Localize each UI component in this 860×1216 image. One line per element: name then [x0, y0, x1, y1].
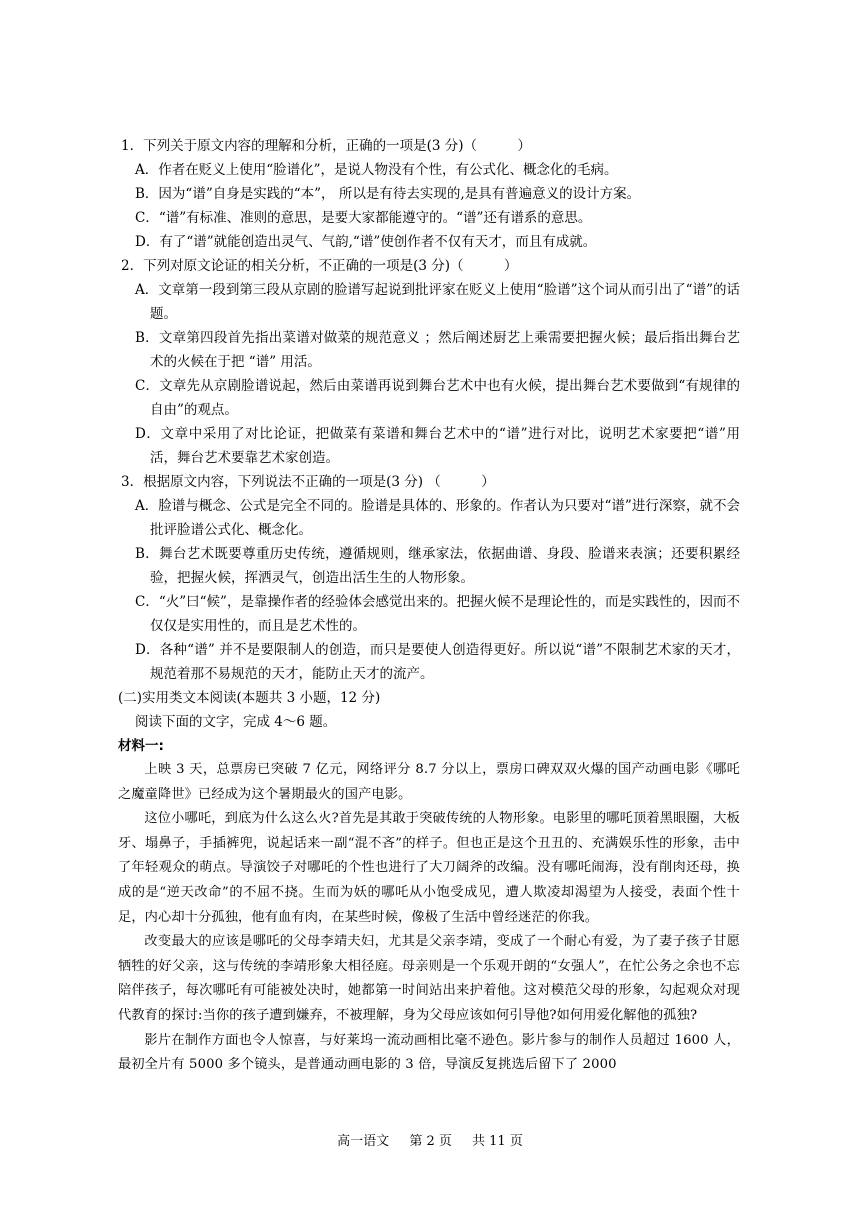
question-stem: 2．下列对原文论证的相关分析，不正确的一项是(3 分)（ ） [121, 258, 518, 274]
footer-total-pages: 共 11 页 [472, 1134, 523, 1149]
footer-subject: 高一语文 [337, 1134, 390, 1149]
option-a: A．文章第一段到第三段从京剧的脸谱写起说到批评家在贬义上使用“脸谱”这个词从而引出了“谱”的话题。 [135, 282, 740, 322]
option-a: A．作者在贬义上使用“脸谱化”，是说人物没有个性，有公式化、概念化的毛病。 [135, 162, 618, 178]
material-paragraph: 上映 3 天，总票房已突破 7 亿元，网络评分 8.7 分以上，票房口碑双双火爆的国产动画电影《哪吒之魔童降世》已经成为这个暑期最火的国产电影。 [118, 762, 740, 802]
option-c: C．“谱”有标准、准则的意思，是要大家都能遵守的。“谱”还有谱系的意思。 [135, 210, 592, 226]
section-instruction: 阅读下面的文字，完成 4～6 题。 [135, 714, 337, 730]
option-b: B．舞台艺术既要尊重历史传统，遵循规则，继承家法，依据曲谱、身段、脸谱来表演；还要积累经验，把握火候，挥洒灵气，创造出活生生的人物形象。 [135, 546, 740, 586]
question-1 [118, 134, 740, 254]
material-title: 材料一: [118, 738, 164, 754]
option-a: A．脸谱与概念、公式是完全不同的。脸谱是具体的、形象的。作者认为只要对“谱”进行深察，就不会批评脸谱公式化、概念化。 [135, 498, 740, 538]
option-b: B．因为“谱”自身是实践的“本”， 所以是有待去实现的,是具有普遍意义的设计方案。 [135, 186, 641, 202]
option-d: D．各种“谱” 并不是要限制人的创造，而只是要使人创造得更好。所以说“谱”不限制艺术家的天才，规范着那不易规范的天才，能防止天才的流产。 [135, 642, 740, 682]
option-d: D．文章中采用了对比论证，把做菜有菜谱和舞台艺术中的“谱”进行对比，说明艺术家要把“谱”用活，舞台艺术要靠艺术家创造。 [135, 426, 740, 466]
question-2 [118, 254, 740, 470]
page-footer [0, 1132, 860, 1152]
section-title: (二)实用类文本阅读(本题共 3 小题，12 分) [118, 690, 381, 706]
material-paragraph: 改变最大的应该是哪吒的父母李靖夫妇，尤其是父亲李靖，变成了一个耐心有爱，为了妻子孩子甘愿牺牲的好父亲，这与传统的李靖形象大相径庭。母亲则是一个乐观开朗的“女强人”，在忙公务之余也不忘陪伴孩子，每次哪吒有可能被处决时，她都第一时间站出来护着他。这对模范父母的形象，勾起观众对现代教育的探讨:当你的孩子遭到嫌弃，不被理解，身为父母应该如何引导他?如何用爱化解他的孤独? [118, 934, 740, 1023]
question-stem: 1．下列关于原文内容的理解和分析，正确的一项是(3 分)（ ） [121, 138, 532, 154]
material-paragraph: 这位小哪吒，到底为什么这么火?首先是其敢于突破传统的人物形象。电影里的哪吒顶着黑眼圈，大板牙、塌鼻子，手插裤兜，说起话来一副“混不吝”的样子。但也正是这个丑丑的、充满娱乐性的形象，击中了年轻观众的萌点。导演饺子对哪吒的个性也进行了大刀阔斧的改编。没有哪吒闹海，没有削肉还母，换成的是“逆天改命”的不屈不挠。生而为妖的哪吒从小饱受成见，遭人欺凌却渴望为人接受，表面个性十足，内心却十分孤独，他有血有肉，在某些时候，像极了生活中曾经迷茫的你我。 [118, 811, 740, 925]
material-paragraph: 影片在制作方面也令人惊喜，与好莱坞一流动画相比毫不逊色。影片参与的制作人员超过 1600 人，最初全片有 5000 多个镜头，是普通动画电影的 3 倍，导演反复挑选后留下了 2000 [118, 1032, 740, 1073]
option-b: B．文章第四段首先指出菜谱对做菜的规范意义 ；然后阐述厨艺上乘需要把握火候；最后指出舞台艺术的火候在于把 “谱” 用活。 [135, 330, 740, 370]
page-content [118, 134, 740, 1078]
option-c: C．文章先从京剧脸谱说起，然后由菜谱再说到舞台艺术中也有火候，提出舞台艺术要做到“有规律的自由”的观点。 [135, 378, 740, 418]
question-stem: 3．根据原文内容，下列说法不正确的一项是(3 分) （ ） [121, 474, 495, 490]
option-c: C．“火”曰“候”，是靠操作者的经验体会感觉出来的。把握火候不是理论性的，而是实践性的，因而不仅仅是实用性的，而且是艺术性的。 [135, 594, 740, 634]
question-3 [118, 470, 740, 686]
footer-page-number: 第 2 页 [409, 1134, 452, 1149]
option-d: D．有了“谱”就能创造出灵气、气韵,“谱”使创作者不仅有天才，而且有成就。 [135, 234, 597, 250]
